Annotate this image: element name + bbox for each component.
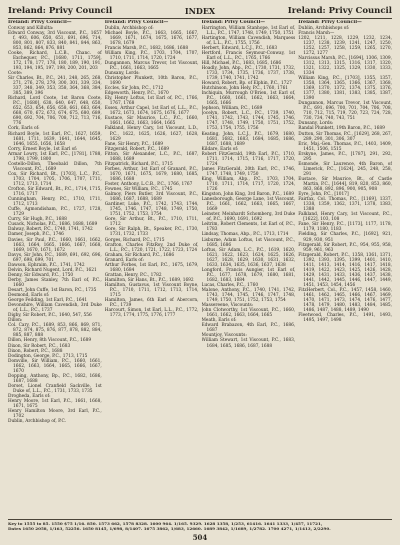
- column-heading: Ireland: Privy Council—: [8, 20, 72, 25]
- index-entry: Dungannon, Marcus Trevor, 1st Viscount, P.C., 691, 696, 700, 701, 704, 706, 708, 710, 712, 715, 719, 720, 723, 724, 728, 730, 734, 740, 743, 751: [298, 101, 392, 122]
- index-entry: Cork, Earls of:: [8, 126, 40, 132]
- index-entry: Dixon, Sir Robert, P.C., 1683: [8, 343, 71, 349]
- index-entry: Edward Conway, 3rd Viscount, P.C., 1657 f, 493, 606, 650, 651, 691, 696, 714, 800, 801, 807, 833, 840, 841, 844, 863, 853, 862, 864, 876, 881: [8, 30, 102, 51]
- index-entry: Longford, Francis Aungier, 1st Earl of, P.C., 1677, 1678, 1679, 1680, 1681, 1682, 1683, 1684: [201, 267, 296, 283]
- index-entry: Desart, John Cuffe, 1st Baron, P.C., 1735: [8, 287, 97, 293]
- index-entry: Eric, Maj.-Gen. Thomas, P.C., 1403, 1409, 1451, 1506, 1515: [298, 141, 392, 152]
- index-entry: Hertford, Francis Seymour-Conway, 1st Earl of, L.L., P.C., 1765, 1766: [201, 50, 296, 61]
- index-entry: Dublin, Archbishop of:: [104, 25, 154, 31]
- index-entry: Falkland, Henry Cary, 1st Viscount, P.C., [1622], 103, 108: [298, 212, 392, 223]
- index-entry: Lisburne, Adam Loftus, 1st Viscount, P.C., 1685, 1686: [201, 237, 296, 248]
- index-entry: Leitrim, Robert Clements, 1st Earl of, P.C., 1783: [201, 222, 296, 233]
- index-entry: Coote:: [8, 70, 23, 76]
- index-entry: Domville, Sir William, P.C., 1660, 1661, 1662, 1663, 1664, 1665, 1666, 1667, 1670: [8, 358, 102, 374]
- index-entry: Hutchinson, John Hely, P.C., 1760, 1761: [201, 86, 289, 92]
- index-entry: Cox, Sir Richard, Bt., [1703], L.C., P.C., 1703, 1704, 1705, 1706, 1707, 1711, 1712, 1713, 1714: [8, 171, 102, 187]
- index-entry: Dorset, Lionel Cranfield Sackville, 1st Duke of, L.L., P.C., 1731, 1733, 1735: [8, 383, 102, 394]
- index-entry: Leinster, Meinhardt Schomberg, 3rd Duke of, P.C., 1690, 1691, 1692: [201, 212, 296, 223]
- index-entry: Michael Boyle, P.C., 1663, 1665, 1667, 1669, 1671, 1674, 1675, 1676, 1677, 1678, 1679: [104, 30, 199, 46]
- index-entry: Lindsay, Thomas, Abp., P.C., 1713, 1714: [201, 232, 289, 238]
- index-entry: George Feilding, 1st Earl, P.C., 1641: [8, 298, 88, 304]
- index-entry: Kildare, Earls of:: [201, 146, 239, 152]
- index-entry: Devonshire, William Cavendish, 3rd Duke of, L.L., P.C., 1737: [8, 303, 102, 314]
- index-entry: Granard, Earls of:: [104, 257, 144, 263]
- index-entry: Foster, Anthony, L.C.B., P.C., 1766, 1767: [104, 182, 193, 187]
- index-entry: Mountjoy, Viscounts:: [201, 333, 247, 339]
- index-entry: William Stewart, 1st Viscount, P.C., 1683, 1684, 1685, 1686, 1687, 1688: [201, 338, 296, 349]
- index-entry: Jocelyn, Robert, L.C., P.C., 1739, 1740, 1741, 1742, 1743, 1744, 1745, 1746, 1747, 1748, 1749, 1750, 1751, 1752, 1753, 1754, 1755, 1756: [201, 111, 296, 132]
- index-entry: Corry, Ernest Boyle, 1st Earl of:: [8, 146, 78, 152]
- index-entry: FitzHerbert, Col., P.C., 1457, 1458, 1460, 1461, 1462, 1465, 1466, 1467, 1469, 1470, 1471, 1473, 1474, 1476, 1477, 1478, 1479, 1480, 1483, 1484, 1485, 1486, 1487, 1488, 1489, 1490: [298, 287, 392, 314]
- index-entry: Grattan, Henry, P.C., 1782: [104, 272, 162, 278]
- index-entry: Narcissus Marsh, P.C., [1694], 1306, 1309, 1312, 1313, 1315, 1316, 1317, 1320, 1321, 1322, 1325, 1329, 1330, 1333, 1334: [298, 55, 392, 76]
- index-entry: Col. Cary, P.C., 1689, 853, 866, 869, 871, 872, 874, 875, 876, 877, 878, 882, 884, 885, 887, 888: [8, 323, 102, 339]
- index-entry: Dublin, Archbishop of, P.C.: [8, 419, 66, 425]
- index-entry: Dixon, Robert, P.C., 1688: [8, 348, 63, 354]
- date-keys-line-2: Dates 1650 2058, 1/163, 52256. 1650 8145, 1/698, 8/1407. 1675 3862, 1/683, 12660. 1689 3842, 1/1689, 1/2782. 1700 4271, 1/1413, 2/2290.: [8, 526, 331, 531]
- index-entry: Henry Moore, 1st Earl, P.C., 1661, 1668, 1671, 1675: [8, 399, 102, 410]
- index-entry: Keating, John, L.C.J., P.C., 1679, 1680, 1681, 1682, 1683, 1684, 1685, 1686, 1687, 1688, 1689: [201, 131, 296, 147]
- index-entry: Harrington, William Stanhope, 1st Earl of, L.L., P.C., 1747, 1748, 1749, 1750, 1751: [201, 25, 296, 36]
- index-entry: Edgeworth, Henry, P.C., 1670: [104, 91, 169, 97]
- index-entry: Gore, Sir Ralph, Bt., Speaker, P.C., 1730, 1731, 1732, 1733: [104, 227, 199, 238]
- index-entry: Fane, Sir Henry, P.C., 1689: [104, 141, 164, 147]
- index-entry: William King, P.C., [1703], 1355, 1357, 1358, 1364, 1365, 1366, 1367, 1368, 1369, 1370, 1372, 1374, 1375, 1376, 1377, 1380, 1381, 1383, 1385, 1387, 1390: [298, 76, 392, 102]
- index-entry: Denny, Sir Edward, P.C., 1750: [8, 272, 74, 278]
- column-heading: Ireland: Privy Council—: [201, 20, 266, 25]
- index-entry: Kingston, John King, 3rd Baron, P.C., 1689: [201, 192, 294, 198]
- index-entry: Henry Hamilton Moore, 3rd Earl, P.C., 1702: [8, 409, 102, 420]
- index-entry: King, William, Abp., P.C., 1703, 1704, 1710, 1711, 1714, 1717, 1720, 1724, 1726: [201, 176, 296, 193]
- index-entry: Esmonde, Sir Laurence, 4th Baron, of Limerick, P.C., [1624], 245, 248, 258, 291: [298, 161, 392, 177]
- index-column-4: [298, 20, 392, 512]
- index-entry: Dutton, Sir Thomas, P.C., [1629], 268, 267, 289, 290, 301, 306, 307: [298, 131, 392, 142]
- index-entry: Desmond, Earls of:: [8, 293, 50, 299]
- column-heading: Ireland: Privy Council—: [104, 20, 169, 25]
- index-entry: Howard, Robert, Bp. of Elphin, P.C., 1727: [201, 81, 292, 87]
- index-entry: Francis Marsh—: [298, 30, 335, 36]
- index-entry: Fairfax, Col. Thomas, P.C., [1169], 1337, 1338, 1359, 1362, 1371, 1378, 1383, 1388: [298, 197, 392, 213]
- index-entry: William King, P.C., 1703, 1704, 1707, 1710, 1711, 1714, 1720, 1724: [104, 50, 199, 61]
- header-right: Ireland: Privy Council: [287, 6, 392, 16]
- index-entry: Dopping, Anthony, Bp., P.C., 1682, 1686, 1687, 1688: [8, 373, 102, 384]
- index-entry: Graham, Sir Richard, P.C., 1686: [104, 252, 175, 258]
- index-entry: Fitzgerald, Robert, P.C., 1689: [104, 146, 170, 152]
- index-entry: Eyre, John, P.C., [1017]: [298, 192, 349, 198]
- index-entry: Christopher Plunkett, 10th Baron, P.C., 1690: [104, 76, 199, 87]
- index-entry: Damer, Joseph, P.C., 1746: [8, 232, 64, 238]
- index-entry: Fitzgerald, Robert, P.C., 1358, 1361, 1371, 1392, 1393, 1395, 1399, 1401, 1410, 1411, 1413, 1414, 1416, 1417, 1418, 1419, 1422, 1423, 1425, 1426, 1428, 1429, 1431, 1433, 1436, 1437, 1438, 1441, 1442, 1445, 1446, 1447, 1449, 1451, 1453, 1454, 1456: [298, 252, 392, 288]
- index-entry: John Clotworthy, 1st Viscount, P.C., 1660, 1661, 1662, 1663, 1664, 1665: [201, 308, 296, 319]
- header-center: INDEX: [184, 6, 216, 16]
- index-entry: Robert FitzGerald, 19th Earl, P.C., 1710, 1711, 1714, 1715, 1716, 1717, 1720, 1724: [201, 151, 296, 167]
- index-entry: Dillon:: [8, 318, 23, 324]
- index-entry: Arthur Forbes, 1st Earl, P.C., 1675, 1679, 1680, 1684: [104, 262, 199, 273]
- index-entry: Dungannon, Marcus Trevor, 1st Viscount, P.C., 1661, 1663, 1665: [104, 60, 199, 71]
- index-entry: 1202, 1211, 1228, 1229, 1232, 1234, 1237, 1238, 1239, 1241, 1247, 1250, 1252, 1257, 1258, 1259, 1265, 1270, 1272, 1277: [298, 35, 392, 56]
- index-entry: James FitzGerald, 20th Earl, P.C., 1746, 1747, 1748, 1749, 1750: [201, 166, 296, 177]
- date-keys-line-1: Key to 1555 to 85. 1550 $75 1/16. 850. 1573 662, 1578 8328. 1600 964. 1/165. 9329. 1628 1358, 1/253, 61416. 1641 1333, 1/457, 11721,: [8, 521, 323, 526]
- index-entry: Hamilton, Sir Hans, Bt., P.C., 1689, 1692: [104, 277, 194, 283]
- index-entry: Cusack, Nicholas, P.C., 1686, 1688, 1689: [8, 222, 98, 228]
- index-entry: Dillon, Henry, 8th Viscount, P.C., 1689: [8, 338, 92, 344]
- index-entry: Armar Lowry, 1st Earl, P.C., [1781], 1788, 1798, 1799, 1800: [8, 151, 102, 162]
- index-entry: Richard, Lord Coote, 1st Baron Coote, P.C., [1680], 638, 640, 647, 648, 650, 652, 653, 654, 656, 658, 661, 663, 664, 668, 670, 672, 673, 674, 675, 680, 689, 690, 692, 704, 706, 708, 712, 713, 716, 776: [8, 96, 102, 127]
- index-entry: Hamilton, James, 6th Earl of Abercorn, P.C., 1739: [104, 298, 199, 309]
- index-entry: Massereene, Viscounts:: [201, 303, 254, 309]
- index-entry: Dunsany, Lords:: [104, 70, 140, 76]
- index-column-3: [202, 20, 296, 512]
- header-rule: [8, 18, 392, 19]
- index-entry: Fitton, Sir Alexander, L.C., P.C., 1687, 1688, 1689: [104, 151, 199, 162]
- index-entry: Erskyne, James, P.C., [1787], 291, 292, 295: [298, 151, 392, 162]
- index-entry: Lucas, Charles, P.C., 1760: [201, 282, 259, 288]
- column-heading: Ireland: Privy Council—: [298, 20, 362, 25]
- index-entry: Hoadly, John, Abp., P.C., 1730, 1731, 1732, 1733, 1734, 1735, 1736, 1737, 1738, 1739, 1740, 1741, 1742: [201, 65, 296, 82]
- index-entry: Delvin, Richard Nugent, Lord, P.C., 1621: [8, 267, 97, 273]
- index-entry: Fownes, Sir William, P.C., 1745: [104, 187, 173, 193]
- index-entry: Francis Marsh, P.C., 1682, 1686, 1688: [104, 45, 189, 51]
- index-entry: Conway and Killulta:: [8, 25, 54, 31]
- index-entry: Eccles, Sir John, P.C., 1712: [104, 86, 164, 92]
- index-entry: Jephson, William, P.C., 1689: [201, 106, 263, 112]
- index-entry: Fielding, Sir Charles, P.C., [1692], 921, 929, 930, 951: [298, 232, 392, 243]
- index-entry: Hartington, William Cavendish, Marquess of, L.L., P.C., 1755, 1756: [201, 35, 296, 46]
- index-column-1: [8, 20, 102, 512]
- index-entry: Fitzpatrick, Richard, P.C., 1715: [104, 161, 173, 167]
- index-entry: Cunningham, Henry, P.C., 1710, 1711, 1712, 1713: [8, 197, 102, 208]
- index-entry: Harcourt, Simon, 1st Earl, L.L., P.C., 1772, 1773, 1774, 1775, 1776, 1777: [104, 308, 199, 319]
- header-left: Ireland: Privy Council: [8, 6, 113, 16]
- index-entry: Herbert, Edward, L.C.J., P.C., 1683: [201, 45, 278, 51]
- index-entry: Galmoy, Piers Butler, 3rd Viscount, P.C., 1686, 1687, 1688, 1689: [104, 192, 199, 203]
- index-entry: Davys, Sir John, P.C., 1689, 691, 692, 696, 697, 698, 699, 701: [8, 252, 102, 263]
- index-entry: Sir Charles, Bt., P.C., 241, 248, 265, 268, 271, 276, 278, 279, 300, 301, 339, 334, 337, 348, 349, 353, 358, 364, 368, 384, 385, 389, 396: [8, 76, 102, 97]
- index-entry: Meath, Earls of:: [201, 318, 237, 324]
- index-entry: Costello-Dillon, Theobald Dillon, 7th Viscount, P.C., 1689: [8, 161, 102, 172]
- index-entry: Eustace, Sir Maurice, L.C., P.C., 1660, 1661, 1662, 1663, 1664, 1665: [104, 116, 199, 127]
- index-entry: Grafton, Charles FitzRoy, 2nd Duke of, L.L., P.C., 1720, 1721, 1722, 1723, 1724: [104, 242, 199, 253]
- index-entry: Fleetwood, Charles, P.C., 1491, 1493, 1495, 1497, 1498: [298, 313, 392, 324]
- index-entry: Falkland, Henry Cary, 1st Viscount, L.D., P.C., 1622, 1625, 1626, 1627, 1628, 1629: [104, 126, 199, 142]
- index-entry: Richard Boyle, 1st Earl, P.C., 1627, 1659, 1681, 1711, 1639, 1641, 1644, 1645, 1646, 1655, 1656, 1658: [8, 131, 102, 147]
- index-entry: Loftus, Sir Adam, L.C., P.C., 1619, 1620, 1621, 1622, 1623, 1624, 1625, 1626, 1627, 1628, 1629, 1630, 1631, 1632, 1633, 1634, 1635, 1636, 1637, 1638: [201, 247, 296, 268]
- index-entry: Cooke, Richard, L.C.B., Chanc. of Exchequer, P.C., [1680, 1711, 1759], 172, 178, 177, 178, 180, 189, 190, 191, 193, 194, 195, 197, 198, 200, 201, 203: [8, 50, 102, 71]
- index-entry: Eustace, Sir Maurice, Bt., of Castle Martin, P.C., [1644], 819, 820, 853, 860, 863, 868, 892, 896, 900, 905, 908: [298, 176, 392, 193]
- index-entry: Curry, Sir Hugh, P.C., 1688: [8, 217, 67, 223]
- index-entry: Cuffe, Agmondisham, P.C., 1727, 1728, 1729: [8, 207, 102, 218]
- index-entry: Hamilton, Gustavus, 1st Viscount Boyne, P.C., 1710, 1711, 1712, 1713, 1714, 1715: [104, 282, 199, 299]
- index-entry: Lanesborough, George Lane, 1st Viscount, P.C., 1661, 1662, 1663, 1665, 1667, 1669: [201, 197, 296, 213]
- page-number: 504: [192, 533, 208, 542]
- index-entry: Fitzgerald, Sir Robert, P.C., 954, 955, 958, 959, 961, 963: [298, 242, 392, 253]
- index-entry: Inchiquin, Murrough O'Brien, 1st Earl of, P.C., 1660, 1661, 1662, 1663, 1664, 1665, 1666: [201, 91, 296, 107]
- index-entry: Hill, Michael, P.C., 1683, 1685, 1686: [201, 60, 282, 66]
- index-entry: Dawson, Ephraim, P.C., 1741, 1742: [8, 262, 85, 268]
- index-entry: Crofton, Sir Edward, Bt., P.C., 1714, 1715, 1716, 1717: [8, 187, 102, 198]
- index-entry: Gorges, Richard, P.C., 1715: [104, 237, 165, 243]
- index-entry: Derby, James Stanley, 7th Earl of, P.C., 1660: [8, 277, 102, 288]
- index-entry: Randal Plunkett, 19th Baron, P.C., 1689: [298, 126, 385, 132]
- index-entry: Dunsany, Lords:: [298, 121, 334, 127]
- index-entry: Malone, Anthony, P.C., 1740, 1741, 1742, 1743, 1744, 1745, 1746, 1747, 1748, 1749, 1750, 1751, 1752, 1753, 1754: [201, 287, 296, 304]
- index-entry: Essex, Arthur Capel, 1st Earl of, L.L., P.C., 1672, 1673, 1674, 1675, 1676, 1677: [104, 106, 199, 117]
- index-entry: Dublin, Archbishops of:: [298, 25, 350, 31]
- index-entry: Ely, Henry Loftus, 1st Earl of, P.C., 1766, 1767, 1768: [104, 96, 199, 107]
- index-entry: Davies, Sir Paul, P.C., 1660, 1661, 1662, 1663, 1664, 1665, 1666, 1667, 1668, 1669, 1670, 1671, 1672: [8, 237, 102, 253]
- index-entry: Edward Brabazon, 4th Earl, P.C., 1686, 1687: [201, 323, 296, 334]
- index-entry: Dodington, George, P.C., 1713, 1715: [8, 353, 88, 359]
- index-entry: Digby, Sir Robert, P.C., 1640, 547, 556: [8, 313, 92, 319]
- index-entry: Drogheda, Earls of:: [8, 393, 51, 399]
- index-column-2: [105, 20, 199, 512]
- index-entry: Gardiner, Luke, P.C., 1742, 1743, 1744, 1745, 1746, 1747, 1748, 1749, 1750, 1751, 1752, 1753, 1754: [104, 202, 199, 218]
- index-entry: Forbes, Arthur, 1st Earl of Granard, P.C., 1670, 1671, 1675, 1679, 1680, 1685, 1686, 1688: [104, 166, 199, 182]
- date-keys: [8, 521, 392, 531]
- index-entry: Gore, Sir Arthur, Bt., P.C., 1710, 1711, 1712: [104, 217, 199, 228]
- index-columns: [8, 20, 392, 512]
- page-header: [8, 5, 392, 17]
- index-entry: Dalway, Robert, P.C., 1740, 1741, 1742: [8, 227, 93, 233]
- footer-rule: [8, 519, 392, 520]
- index-entry: Fane, Sir Henry, P.C., [1173], 1177, 1178, 1179, 1180, 1183: [298, 222, 392, 233]
